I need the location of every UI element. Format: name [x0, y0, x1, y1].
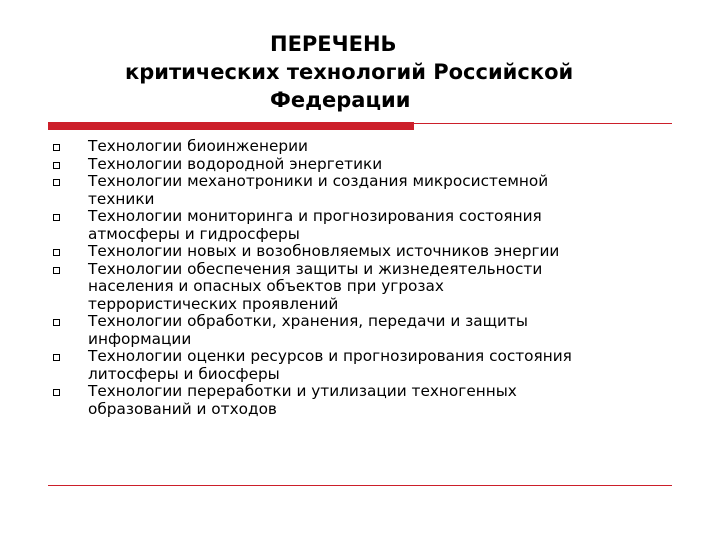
- list-item-text: Технологии биоинженерии: [88, 137, 308, 155]
- title-line-2: критических технологий Российской: [125, 60, 574, 84]
- list-item: [48, 208, 672, 243]
- square-bullet-icon: [53, 389, 60, 396]
- square-bullet-icon: [53, 267, 60, 274]
- top-divider-accent-bar: [48, 122, 414, 130]
- list-item-text: Технологии оценки ресурсов и прогнозирования состояния: [88, 347, 572, 365]
- list-item: [48, 173, 672, 208]
- square-bullet-icon: [53, 319, 60, 326]
- list-item: [48, 383, 672, 418]
- square-bullet-icon: [53, 249, 60, 256]
- list-item-text: Технологии водородной энергетики: [88, 154, 383, 173]
- list-item-text: Технологии новых и возобновляемых источников энергии: [88, 242, 560, 260]
- list-item-text: образований и отходов: [88, 399, 277, 418]
- list-item: [48, 313, 672, 348]
- square-bullet-icon: [53, 144, 60, 151]
- list-item-text: террористических проявлений: [88, 294, 339, 313]
- list-item-text: Технологии переработки и утилизации техногенных: [88, 382, 517, 400]
- list-item-text: техники: [88, 189, 155, 208]
- list-item-text: Технологии обработки, хранения, передачи и защиты: [88, 312, 528, 330]
- square-bullet-icon: [53, 214, 60, 221]
- list-item: [48, 261, 672, 314]
- list-item-text: информации: [88, 329, 192, 348]
- list-item-text: Технологии механотроники и создания микросистемной: [88, 172, 549, 190]
- technology-list: [48, 138, 672, 418]
- square-bullet-icon: [53, 354, 60, 361]
- list-item: [48, 138, 672, 156]
- list-item-text: Технологии мониторинга и прогнозирования состояния: [88, 207, 542, 225]
- title-line-1: ПЕРЕЧЕНЬ: [270, 32, 397, 56]
- title-line-3: Федерации: [270, 88, 411, 112]
- bottom-divider-thin: [48, 485, 672, 486]
- list-item-text: Технологии обеспечения защиты и жизнедеятельности: [88, 259, 543, 278]
- list-item-text: литосферы и биосферы: [88, 364, 280, 383]
- square-bullet-icon: [53, 162, 60, 169]
- slide-title: [0, 30, 720, 114]
- list-item: [48, 243, 672, 261]
- list-item: [48, 348, 672, 383]
- list-item-text: атмосферы и гидросферы: [88, 224, 300, 243]
- list-item-text: населения и опасных объектов при угрозах: [88, 277, 444, 295]
- square-bullet-icon: [53, 179, 60, 186]
- list-item: [48, 156, 672, 174]
